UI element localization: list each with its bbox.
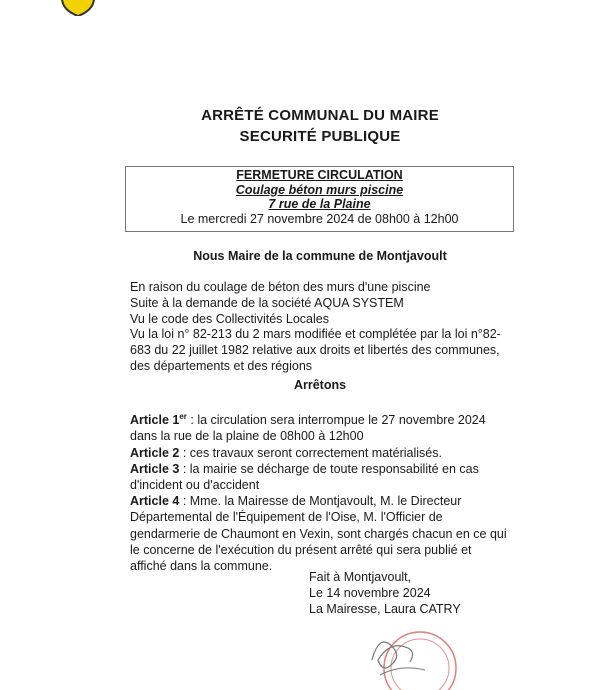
signature-signer: La Mairesse, Laura CATRY bbox=[309, 602, 461, 617]
mayor-stamp-signature bbox=[350, 620, 460, 690]
article-label-sup: er bbox=[179, 412, 187, 421]
closure-reason: Coulage béton murs piscine bbox=[235, 182, 404, 197]
commune-crest-logo bbox=[60, 0, 96, 16]
arretons-heading: Arrêtons bbox=[293, 378, 347, 392]
closure-notice-box bbox=[125, 166, 514, 232]
article-text: : Mme. la Mairesse de Montjavoult, M. le Directeur Départemental de l'Équipement de l'Oise, M. l'Officier de gendarmerie de Chaumont en Vexin, sont chargés chacun en ce qui le concerne de l'exécution du présent arrêté qui sera publié et affiché dans la commune. bbox=[130, 494, 507, 573]
article-item bbox=[130, 445, 510, 461]
article-text: : ces travaux seront correctement matérialisés. bbox=[179, 445, 442, 460]
article-label: Article 4 bbox=[130, 494, 180, 509]
signature-place: Fait à Montjavoult, bbox=[309, 570, 412, 584]
signature-block bbox=[309, 569, 461, 618]
closure-heading: FERMETURE CIRCULATION bbox=[236, 168, 403, 182]
mayor-intro: Nous Maire de la commune de Montjavoult bbox=[193, 249, 447, 263]
article-item bbox=[130, 461, 510, 493]
article-label: Article 2 bbox=[130, 445, 180, 460]
document-subtitle: SECURITÉ PUBLIQUE bbox=[239, 128, 401, 145]
signature-date: Le 14 novembre 2024 bbox=[309, 586, 431, 601]
article-text: : la circulation sera interrompue le 27 novembre 2024 dans la rue de la plaine de 08h00 à 12h00 bbox=[130, 413, 486, 444]
document-title: ARRÊTÉ COMMUNAL DU MAIRE bbox=[201, 107, 439, 124]
articles-block bbox=[130, 409, 510, 574]
article-item bbox=[130, 493, 510, 574]
article-label: Article 3 bbox=[130, 461, 180, 476]
considerant-item: Suite à la demande de la société AQUA SYSTEM bbox=[130, 295, 404, 310]
considerant-item: Vu la loi n° 82-213 du 2 mars modifiée et complétée par la loi n°82-683 du 22 juillet 1982 relative aux droits et libertés des communes, des départements et des régions bbox=[130, 327, 501, 373]
closure-date: Le mercredi 27 novembre 2024 de 08h00 à 12h00 bbox=[180, 211, 459, 226]
article-item bbox=[130, 409, 510, 445]
considerant-item: En raison du coulage de béton des murs d'une piscine bbox=[130, 280, 431, 294]
closure-address: 7 rue de la Plaine bbox=[268, 197, 371, 211]
considerants-block bbox=[130, 280, 510, 375]
considerant-item: Vu le code des Collectivités Locales bbox=[130, 311, 329, 326]
article-label: Article 1 bbox=[130, 413, 180, 428]
article-text: : la mairie se décharge de toute responsabilité en cas d'incident ou d'accident bbox=[130, 461, 479, 492]
